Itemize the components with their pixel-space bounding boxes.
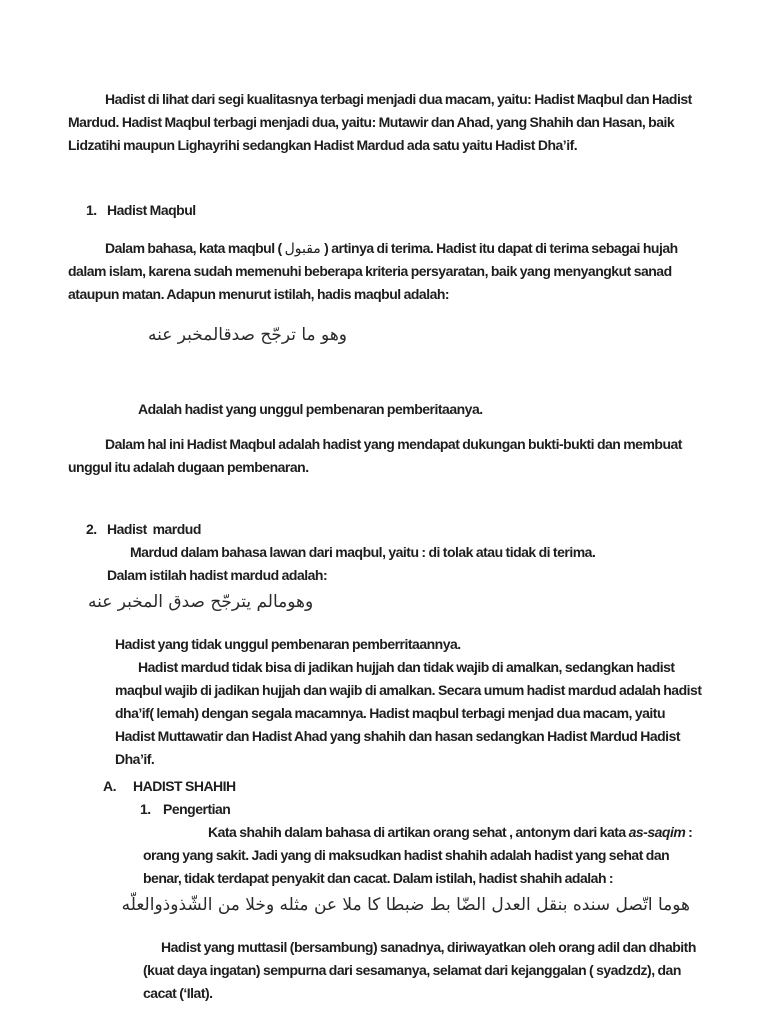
shahih-meaning-paragraph <box>143 821 706 890</box>
pengertian-number: 1. <box>140 801 151 817</box>
mardud-meaning-line: Mardud dalam bahasa lawan dari maqbul, yaitu : di tolak atau tidak di terima. <box>130 544 596 560</box>
maqbul-meaning-before: Dalam bahasa, kata maqbul ( <box>105 240 285 256</box>
maqbul-definition-translation: Adalah hadist yang unggul pembenaran pemberitaanya. <box>138 401 483 417</box>
mardud-istilah-line: Dalam istilah hadist mardud adalah: <box>107 567 328 583</box>
maqbul-closing-paragraph: Dalam hal ini Hadist Maqbul adalah hadist yang mendapat dukungan bukti-bukti dan membuat unggul itu adalah dugaan pembenaran. <box>68 436 682 475</box>
pengertian-title: Pengertian <box>163 801 231 817</box>
inline-arabic-maqbul: مقبول <box>284 241 321 257</box>
mardud-arabic-definition: وهومالم يترجّح صدق المخبر عنه <box>88 592 314 612</box>
section-a-title: HADIST SHAHIH <box>133 778 236 794</box>
mardud-closing-paragraph: Hadist mardud tidak bisa di jadikan hujjah dan tidak wajib di amalkan, sedangkan hadist maqbul wajib di jadikan hujjah dan wajib di amalkan. Secara umum hadist mardud adalah hadist dha’if( lemah) dengan segala macamnya. Hadist maqbul terbagi menjad dua macam, yaitu Hadist Muttawatir dan Hadist Ahad yang shahih dan hasan sedangkan Hadist Mardud Hadist Dha’if. <box>115 659 702 767</box>
intro-paragraph: Hadist di lihat dari segi kualitasnya terbagi menjadi dua macam, yaitu: Hadist Maqbul dan Hadist Mardud. Hadist Maqbul terbagi menjadi dua, yaitu: Mutawir dan Ahad, yang Shahih dan Hasan, baik Lidzatihi maupun Lighayrihi sedangkan Hadist Mardud ada satu yaitu Hadist Dha’if. <box>68 91 692 153</box>
section-2-heading <box>86 518 706 541</box>
shahih-closing-paragraph: Hadist yang muttasil (bersambung) sanadnya, diriwayatkan oleh orang adil dan dhabith (kuat daya ingatan) sempurna dari sesamanya, selamat dari kejanggalan ( syadzdz), dan cacat (‘Ilat). <box>143 939 696 1001</box>
maqbul-meaning-after: ) artinya di terima. Hadist itu dapat di terima sebagai hujah dalam islam, karena sudah memenuhi beberapa kriteria persyaratan, baik yang menyangkut sanad ataupun matan. Adapun menurut istilah, hadis maqbul adalah: <box>68 240 678 302</box>
section-a-heading <box>103 775 706 798</box>
section-a-letter: A. <box>103 778 116 794</box>
maqbul-meaning-paragraph <box>68 237 706 306</box>
section-1-title: Hadist Maqbul <box>107 202 196 218</box>
maqbul-arabic-definition: وهو ما ترجّح صدقالمخبر عنه <box>148 325 347 345</box>
as-saqim-term: as-saqim <box>628 824 686 840</box>
shahih-meaning-before: Kata shahih dalam bahasa di artikan orang sehat , antonym dari kata <box>208 824 629 840</box>
pengertian-subheading <box>140 798 706 821</box>
section-1-number: 1. <box>86 202 97 218</box>
mardud-definition-translation: Hadist yang tidak unggul pembenaran pemberritaannya. <box>115 636 461 652</box>
shahih-arabic-definition: هوما اتّصل سنده بنقل العدل الضّا بط ضبطا كا ملا عن مثله وخلا من الشّذوذوالعلّه <box>121 895 690 915</box>
shahih-meaning-after: : orang yang sakit. Jadi yang di maksudkan hadist shahih adalah hadist yang sehat dan benar, tidak terdapat penyakit dan cacat. Dalam istilah, hadist shahih adalah : <box>143 824 693 886</box>
section-1-heading <box>86 199 706 222</box>
section-2-title: Hadist mardud <box>107 521 201 537</box>
section-2-number: 2. <box>86 521 97 537</box>
